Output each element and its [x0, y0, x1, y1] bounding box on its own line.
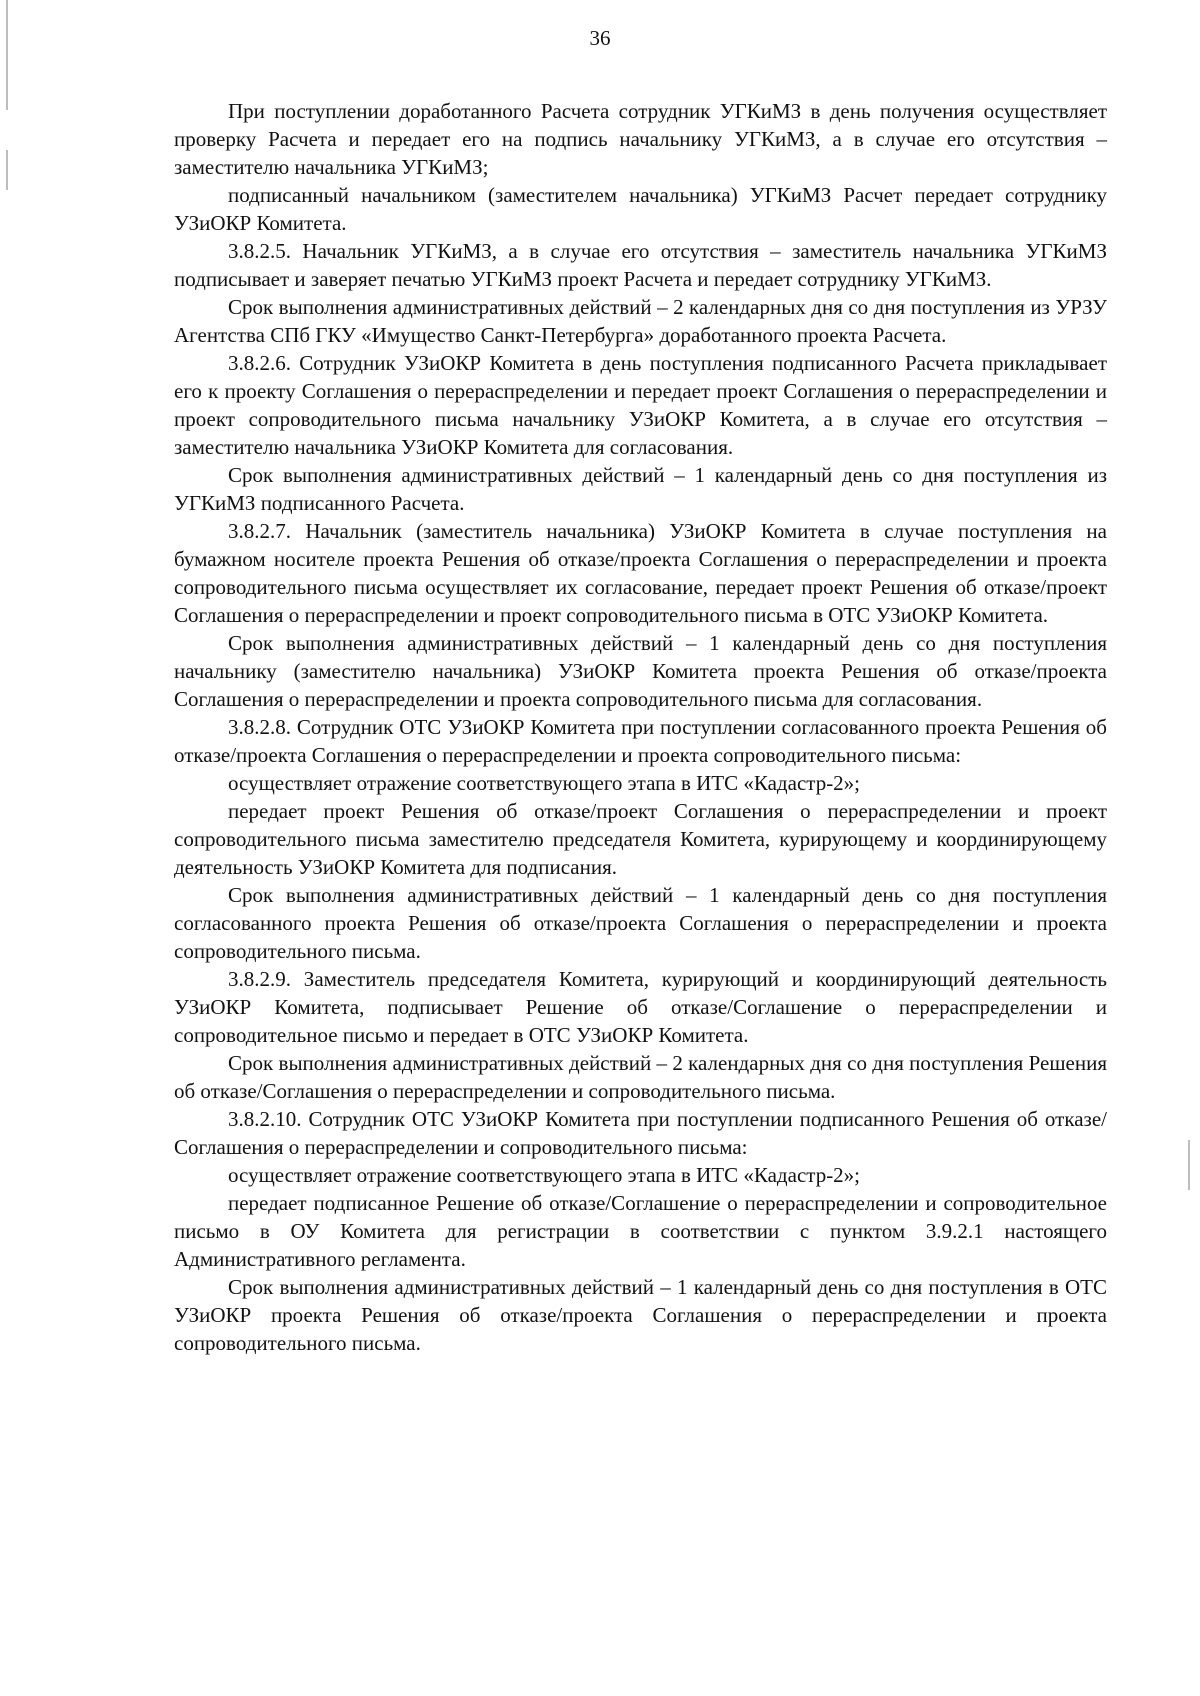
paragraph: 3.8.2.5. Начальник УГКиМЗ, а в случае его отсутствия – заместитель начальника УГКиМЗ подписывает и заверяет печатью УГКиМЗ проект Расчета и передает сотруднику УГКиМЗ. — [174, 239, 1107, 291]
paragraph: 3.8.2.8. Сотрудник ОТС УЗиОКР Комитета при поступлении согласованного проекта Решения об отказе/проекта Соглашения о перераспределении и проекта сопроводительного письма: — [174, 715, 1107, 767]
paragraph: Срок выполнения административных действий – 1 календарный день со дня поступления из УГКиМЗ подписанного Расчета. — [174, 463, 1107, 515]
paragraph: Срок выполнения административных действий – 2 календарных дня со дня поступления из УРЗУ Агентства СПб ГКУ «Имущество Санкт-Петербурга» доработанного проекта Расчета. — [174, 295, 1107, 347]
scan-edge-mark — [1188, 1140, 1190, 1190]
paragraph: осуществляет отражение соответствующего этапа в ИТС «Кадастр-2»; — [228, 771, 861, 795]
paragraph: 3.8.2.6. Сотрудник УЗиОКР Комитета в день поступления подписанного Расчета прикладывает его к проекту Соглашения о перераспределении и передает проект Соглашения о перераспределении и проект сопроводительного письма начальнику УЗиОКР Комитета, а в случае его отсутствия – заместителю начальника УЗиОКР Комитета для согласования. — [174, 351, 1107, 459]
paragraph: Срок выполнения административных действий – 1 календарный день со дня поступления согласованного проекта Решения об отказе/проекта Соглашения о перераспределении и проекта сопроводительного письма. — [174, 883, 1107, 963]
scan-edge-mark — [6, 150, 8, 190]
paragraph: 3.8.2.9. Заместитель председателя Комитета, курирующий и координирующий деятельность УЗиОКР Комитета, подписывает Решение об отказе/Соглашение о перераспределении и сопроводительное письмо и передает в ОТС УЗиОКР Комитета. — [174, 967, 1107, 1047]
paragraph: При поступлении доработанного Расчета сотрудник УГКиМЗ в день получения осуществляет проверку Расчета и передает его на подпись начальнику УГКиМЗ, а в случае его отсутствия – заместителю начальника УГКиМЗ; — [174, 99, 1107, 179]
paragraph: Срок выполнения административных действий – 2 календарных дня со дня поступления Решения об отказе/Соглашения о перераспределении и сопроводительного письма. — [174, 1051, 1107, 1103]
paragraph: Срок выполнения административных действий – 1 календарный день со дня поступления в ОТС УЗиОКР проекта Решения об отказе/проекта Соглашения о перераспределении и проекта сопроводительного письма. — [174, 1275, 1107, 1355]
paragraph: Срок выполнения административных действий – 1 календарный день со дня поступления начальнику (заместителю начальника) УЗиОКР Комитета проекта Решения об отказе/проекта Соглашения о перераспределении и проекта сопроводительного письма для согласования. — [174, 631, 1107, 711]
paragraph: передает проект Решения об отказе/проект Соглашения о перераспределении и проект сопроводительного письма заместителю председателя Комитета, курирующему и координирующему деятельность УЗиОКР Комитета для подписания. — [174, 799, 1107, 879]
paragraph: 3.8.2.10. Сотрудник ОТС УЗиОКР Комитета при поступлении подписанного Решения об отказе/Соглашения о перераспределении и сопроводительного письма: — [174, 1107, 1107, 1159]
paragraph: подписанный начальником (заместителем начальника) УГКиМЗ Расчет передает сотруднику УЗиОКР Комитета. — [174, 183, 1107, 235]
paragraph: передает подписанное Решение об отказе/Соглашение о перераспределении и сопроводительное письмо в ОУ Комитета для регистрации в соответствии с пунктом 3.9.2.1 настоящего Административного регламента. — [174, 1191, 1107, 1271]
page-number: 36 — [589, 26, 611, 50]
document-body — [174, 97, 1107, 1357]
paragraph: осуществляет отражение соответствующего этапа в ИТС «Кадастр-2»; — [228, 1163, 861, 1187]
scan-edge-mark — [6, 0, 8, 110]
paragraph: 3.8.2.7. Начальник (заместитель начальника) УЗиОКР Комитета в случае поступления на бумажном носителе проекта Решения об отказе/проекта Соглашения о перераспределении и проекта сопроводительного письма осуществляет их согласование, передает проект Решения об отказе/проект Соглашения о перераспределении и проект сопроводительного письма в ОТС УЗиОКР Комитета. — [174, 519, 1107, 627]
